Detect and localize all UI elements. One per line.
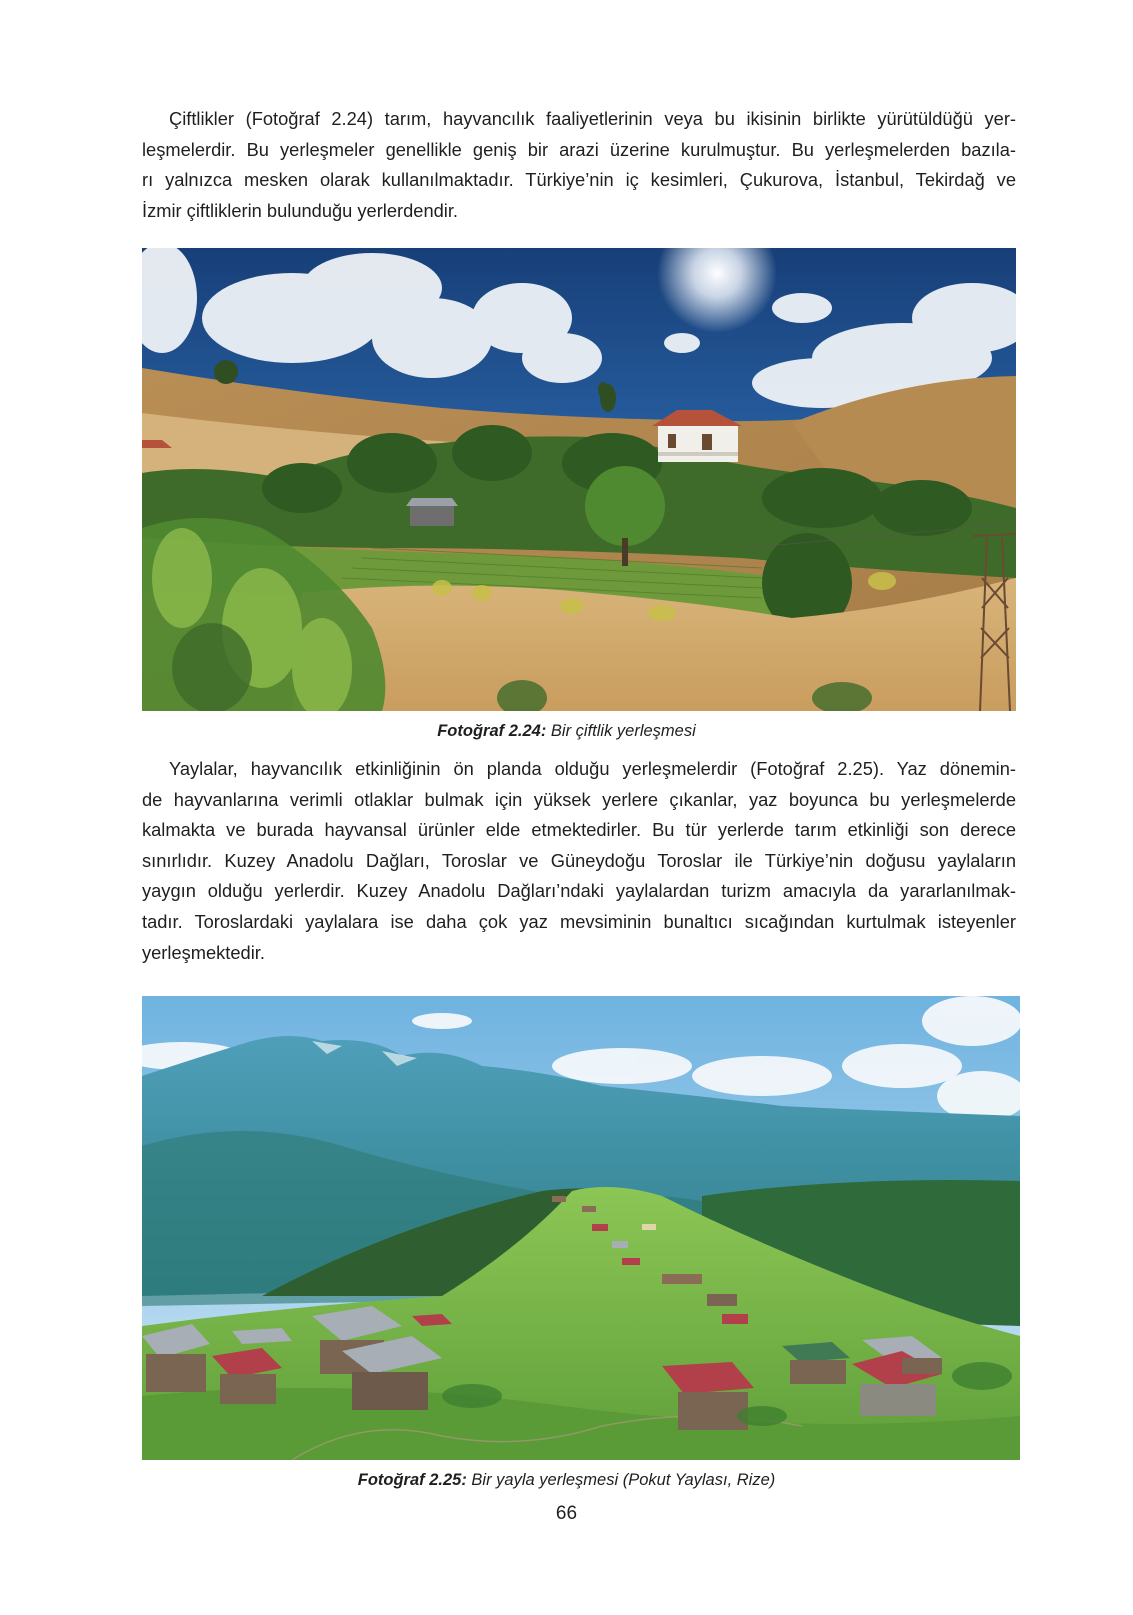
paragraph-yaylalar: [142, 754, 1016, 968]
highland-plateau-image: [142, 996, 1020, 1460]
paragraph-line: rı yalnızca mesken olarak kullanılmaktadır. Türkiye’nin iç kesimleri, Çukurova, İstanbul, Tekirdağ ve: [142, 169, 1016, 191]
paragraph-line: yaygın olduğu yerlerdir. Kuzey Anadolu Dağları’ndaki yaylalardan turizm amacıyla da yararlanılmak-: [142, 880, 1016, 902]
figure-caption-text: Bir yayla yerleşmesi (Pokut Yaylası, Rize): [466, 1471, 776, 1489]
paragraph-line: sınırlıdır. Kuzey Anadolu Dağları, Toroslar ve Güneydoğu Toroslar ile Türkiye’nin doğusu yaylaların: [142, 849, 1016, 871]
paragraph-line: kalmakta ve burada hayvansal ürünler elde etmektedirler. Bu tür yerlerde tarım etkinliği son derece: [142, 819, 1016, 841]
paragraph-line: tadır. Toroslardaki yaylalara ise daha çok yaz mevsiminin bunaltıcı sıcağından kurtulmak isteyenler: [142, 910, 1016, 932]
figure-label: Fotoğraf 2.25:: [357, 1471, 467, 1489]
paragraph-line: leşmelerdir. Bu yerleşmeler genellikle geniş bir arazi üzerine kurulmuştur. Bu yerleşmelerden bazıla-: [142, 138, 1016, 160]
farm-settlement-photo: [142, 248, 1016, 711]
paragraph-ciftlikler: [142, 104, 1016, 226]
paragraph-line: İzmir çiftliklerin bulunduğu yerlerdendir.: [142, 199, 459, 221]
paragraph-line: Yaylalar, hayvancılık etkinliğinin ön planda olduğu yerleşmelerdir (Fotoğraf 2.25). Yaz dönemin-: [169, 758, 1016, 779]
paragraph-line: Çiftlikler (Fotoğraf 2.24) tarım, hayvancılık faaliyetlerinin veya bu ikisinin birlikte yürütüldüğü yer-: [169, 108, 1016, 129]
figure-caption: [0, 1471, 1133, 1490]
paragraph-line: yerleşmektedir.: [142, 941, 265, 963]
figure-label: Fotoğraf 2.24:: [437, 722, 547, 740]
figure-caption: [0, 722, 1133, 741]
highland-settlement-photo: [142, 996, 1020, 1460]
figure-caption-text: Bir çiftlik yerleşmesi: [546, 722, 696, 740]
paragraph-line: de hayvanlarına verimli otlaklar bulmak için yüksek yerlere çıkanlar, yaz boyunca bu yerleşmelerde: [142, 788, 1016, 810]
page-number: 66: [555, 1503, 578, 1524]
farm-landscape-image: [142, 248, 1016, 711]
